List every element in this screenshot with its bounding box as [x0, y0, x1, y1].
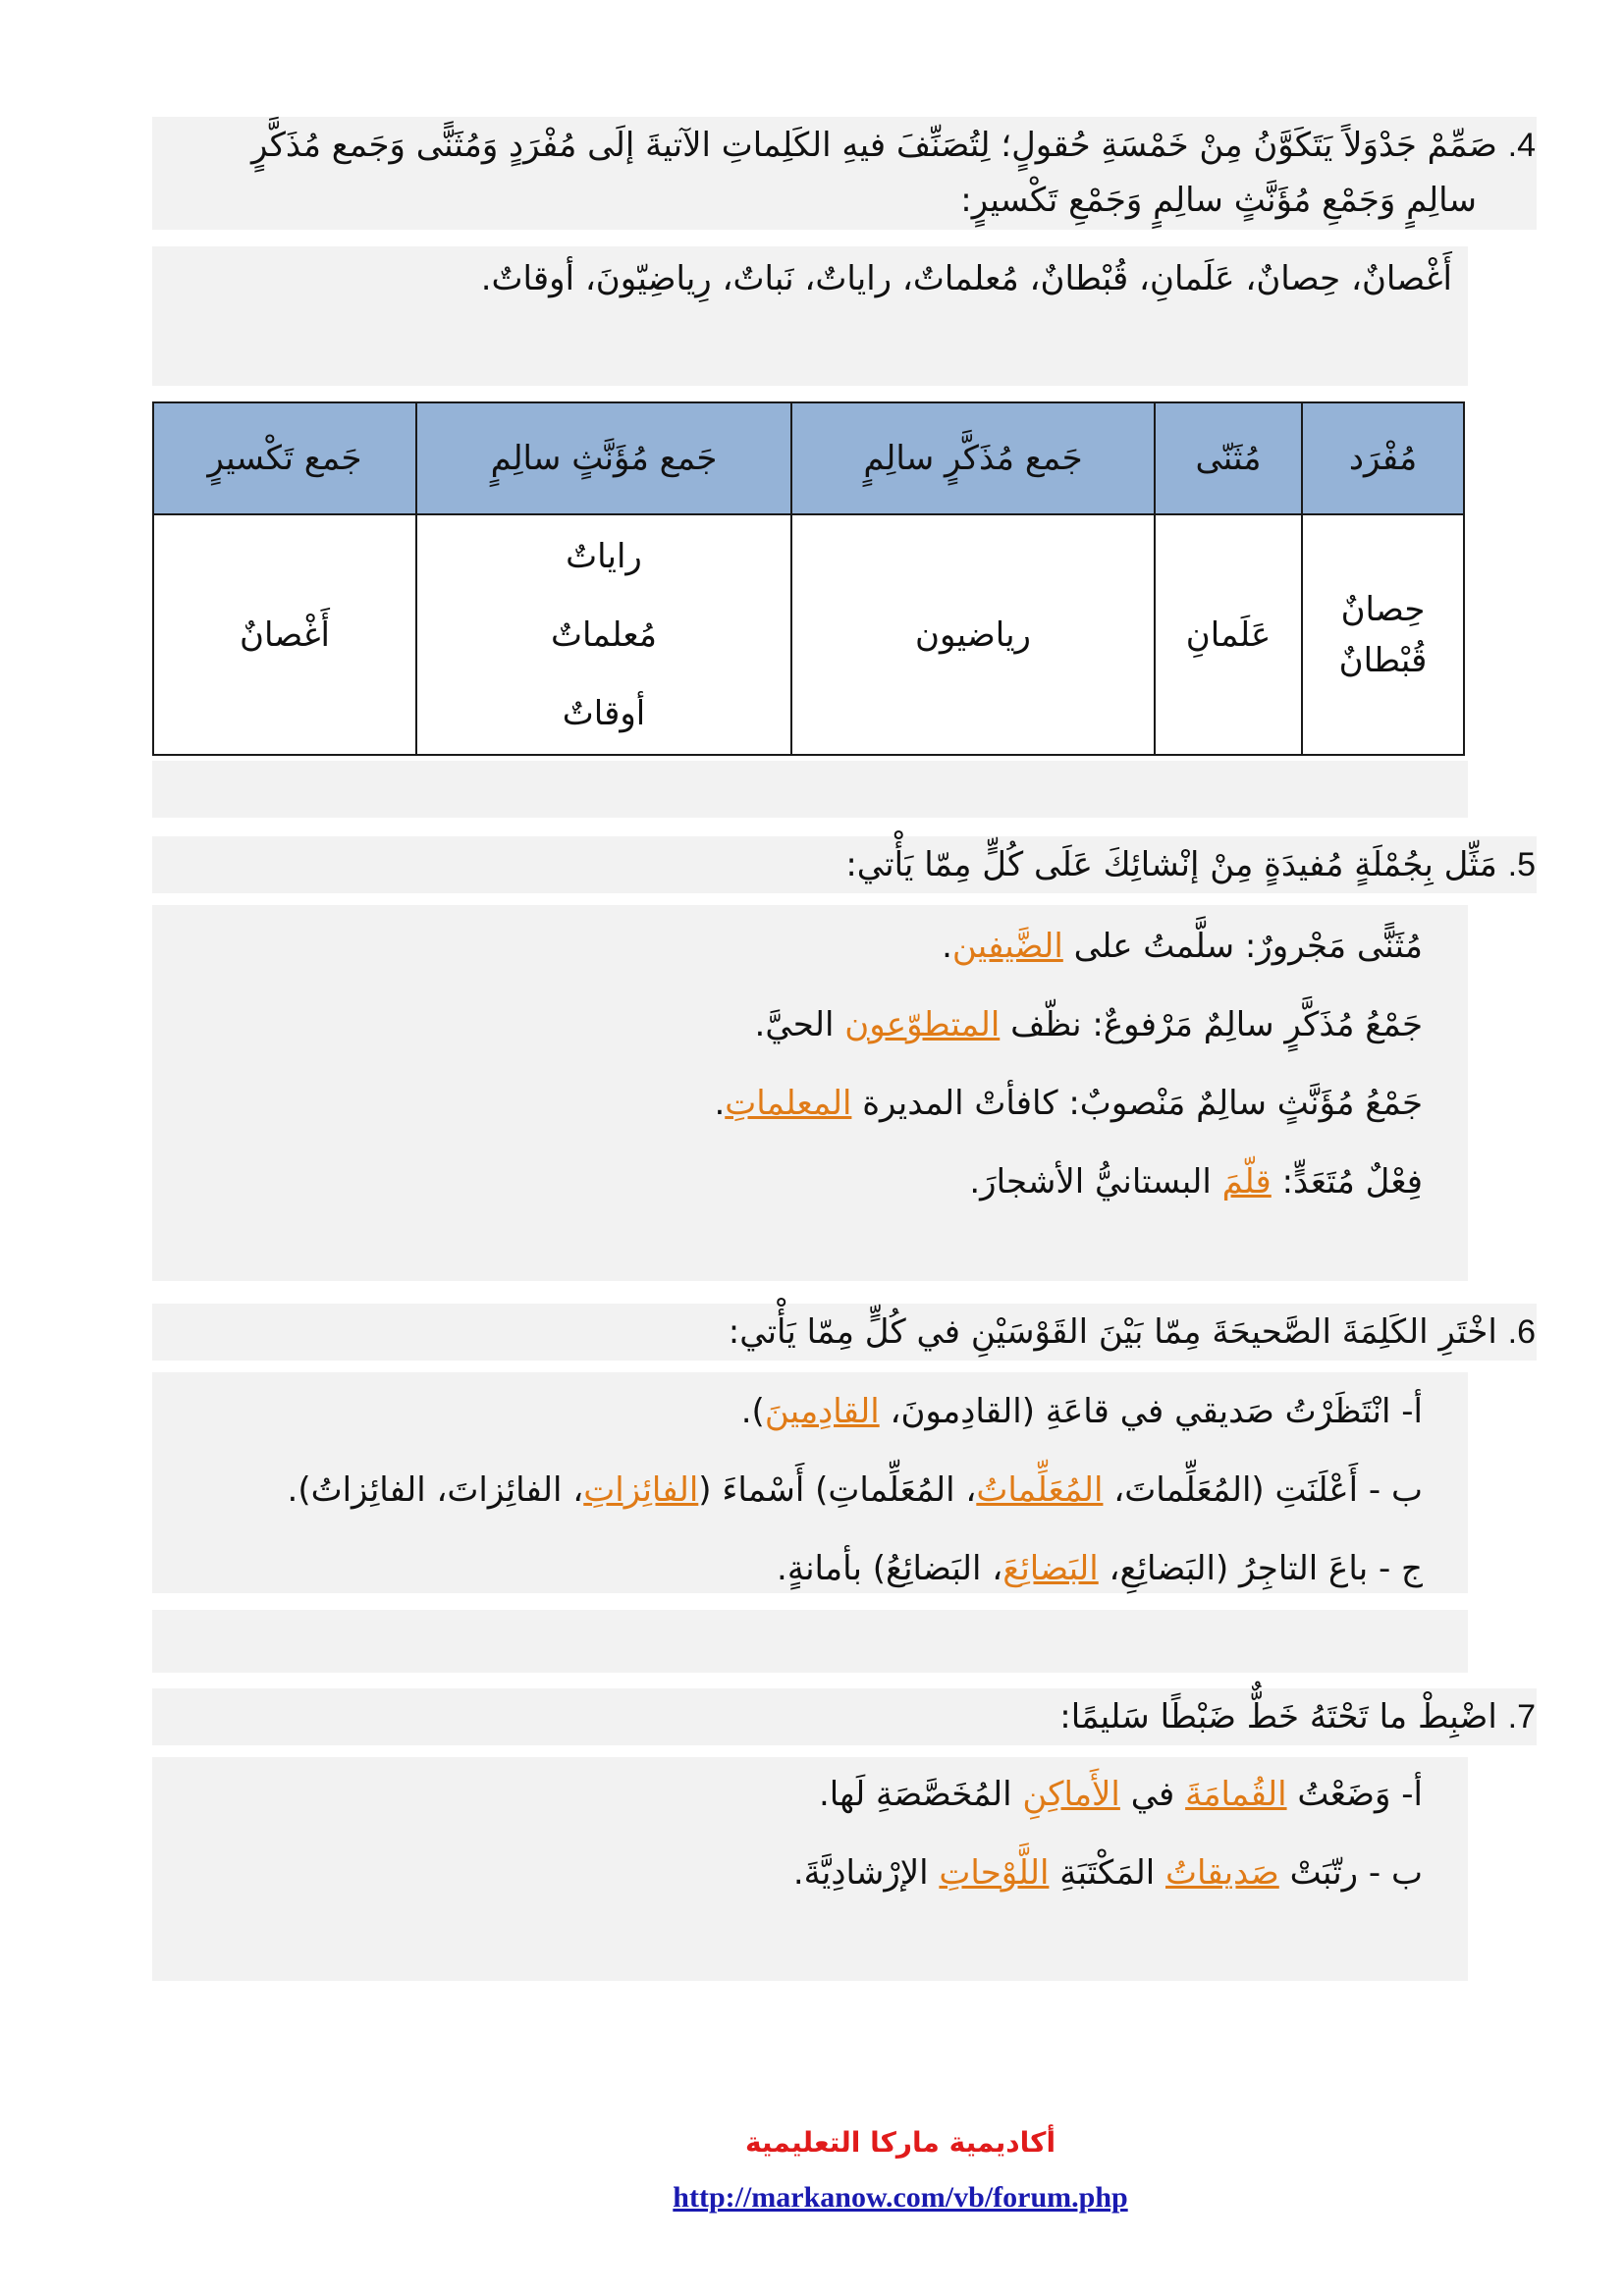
highlighted-word: اللَّوْحاتِ	[939, 1853, 1050, 1893]
cell-mufrad	[1302, 514, 1464, 755]
highlighted-word: القُمامَةَ	[1185, 1775, 1287, 1814]
highlighted-word: المُعَلِّماتُ	[976, 1470, 1104, 1510]
cell-mufrad-item: حِصانٌ	[1340, 589, 1426, 629]
highlighted-word: البَضائِعَ	[1002, 1549, 1099, 1588]
cell-jam-muannath	[416, 514, 791, 755]
highlighted-word: الضَّيفين	[951, 927, 1063, 966]
cell-muthanna: عَلَمانِ	[1155, 514, 1302, 755]
cell-muannath-item: أوقاتٌ	[562, 693, 646, 733]
q5-item-3: جَمْعُ مُؤَنَّثٍ سالِمٌ مَنْصوبٌ: كافأتْ المديرة المعلماتِ.	[714, 1084, 1423, 1123]
q6-bottom-band	[152, 1610, 1468, 1673]
highlighted-word: المعلماتِ	[725, 1084, 852, 1123]
q7-text: اضْبِطْ ما تَحْتَهُ خَطٌّ ضَبْطًا سَليمًا:	[1059, 1697, 1497, 1736]
header-jam-muthakkar: جَمع مُذَكَّرٍ سالِمٍ	[791, 402, 1155, 514]
footer-academy-name: أكاديمية ماركا التعليمية	[744, 2126, 1056, 2159]
q5-heading	[151, 837, 1536, 892]
q4-text-line1: صَمِّمْ جَدْوَلاً يَتَكَوَّنُ مِنْ خَمْسَةِ حُقولٍ؛ لِتُصَنِّفَ فيهِ الكَلِماتِ الآتيةَ إلَى مُفْرَدٍ وَمُثَنًّى وَجَمع مُذَكَّرٍ	[250, 126, 1497, 165]
q6-text: اخْتَرِ الكَلِمَةَ الصَّحيحَةَ مِمّا بَيْنَ القَوْسَيْنِ في كُلٍّ مِمّا يَأْتي:	[728, 1312, 1497, 1352]
q5-item-1: مُثَنًّى مَجْرورٌ: سلَّمتُ على الضَّيفين.	[942, 927, 1423, 966]
q6-number: 6.	[1507, 1313, 1536, 1351]
cell-jam-muthakkar: رياضيون	[791, 514, 1155, 755]
q4-bottom-band	[152, 761, 1468, 818]
cell-jam-taksir: أَغْصانٌ	[153, 514, 416, 755]
highlighted-word: الفائِزاتِ	[583, 1470, 699, 1510]
footer-forum-link[interactable]: http://markanow.com/vb/forum.php	[673, 2181, 1128, 2214]
q5-text: مَثِّل بِجُمْلَةٍ مُفيدَةٍ مِنْ إنْشائِكَ عَلَى كُلٍّ مِمّا يَأْتي:	[845, 845, 1497, 884]
highlighted-word: القادِمينَ	[764, 1392, 880, 1431]
q6-item-c: ج - باعَ التاجِرُ (البَضائِعِ، البَضائِعَ، البَضائِعُ) بأمانةٍ.	[777, 1549, 1423, 1588]
table-row	[153, 514, 1464, 755]
header-jam-muannath: جَمع مُؤَنَّثٍ سالِمٍ	[416, 402, 791, 514]
classification-table	[152, 401, 1465, 756]
q7-item-a: أ- وَضَعْتُ القُمامَةَ في الأَماكِنِ المُخَصَّصَةِ لَها.	[818, 1775, 1423, 1814]
highlighted-word: صَديقاتُ	[1165, 1853, 1279, 1893]
q7-item-b: ب - رتّبَتْ صَديقاتُ المَكْتَبَةِ اللَّوْحاتِ الإرْشادِيَّةَ.	[792, 1853, 1423, 1893]
q6-heading	[151, 1305, 1536, 1360]
q4-text-line2: سالِمٍ وَجَمْعِ مُؤَنَّثٍ سالِمٍ وَجَمْعِ تَكْسيرٍ:	[960, 181, 1477, 220]
header-muthanna: مُثَنّى	[1155, 402, 1302, 514]
cell-mufrad-item: قُبْطانٌ	[1338, 640, 1428, 680]
header-jam-taksir: جَمع تَكْسيرٍ	[153, 402, 416, 514]
highlighted-word: الأَماكِنِ	[1022, 1775, 1120, 1814]
q4-word-list: أَغْصانٌ، حِصانٌ، عَلَمانِ، قُبْطانٌ، مُعلماتٌ، راياتٌ، نَباتٌ، رِياضِيّونَ، أوقاتٌ.	[480, 259, 1452, 298]
q5-item-4: فِعْلٌ مُتَعَدٍّ: قلّمَ البستانيُّ الأشجارَ.	[969, 1162, 1423, 1201]
q5-number: 5.	[1507, 846, 1536, 883]
cell-muannath-item: راياتٌ	[566, 536, 642, 576]
q4-number: 4.	[1507, 127, 1536, 164]
q5-item-2: جَمْعُ مُذَكَّرٍ سالِمٌ مَرْفوعٌ: نظّف المتطوّعون الحيَّ.	[754, 1005, 1423, 1044]
header-mufrad: مُفْرَد	[1302, 402, 1464, 514]
q6-item-b: ب - أَعْلَنَتِ (المُعَلِّماتَ، المُعَلِّماتُ، المُعَلِّماتِ) أَسْماءَ (الفائِزاتِ، الفائِزاتَ، الفائِزاتُ).	[287, 1470, 1423, 1510]
q7-number: 7.	[1507, 1698, 1536, 1735]
highlighted-word: المتطوّعون	[844, 1005, 1001, 1044]
highlighted-word: قلّمَ	[1221, 1162, 1272, 1201]
q4-heading-line2	[151, 173, 1477, 228]
q7-heading	[151, 1689, 1536, 1744]
cell-muannath-item: مُعلماتٌ	[551, 614, 657, 655]
q4-heading	[151, 118, 1536, 173]
table-header-row	[153, 402, 1464, 514]
q6-item-a: أ- انْتَظَرْتُ صَديقي في قاعَةِ (القادِمونَ، القادِمينَ).	[740, 1392, 1423, 1431]
